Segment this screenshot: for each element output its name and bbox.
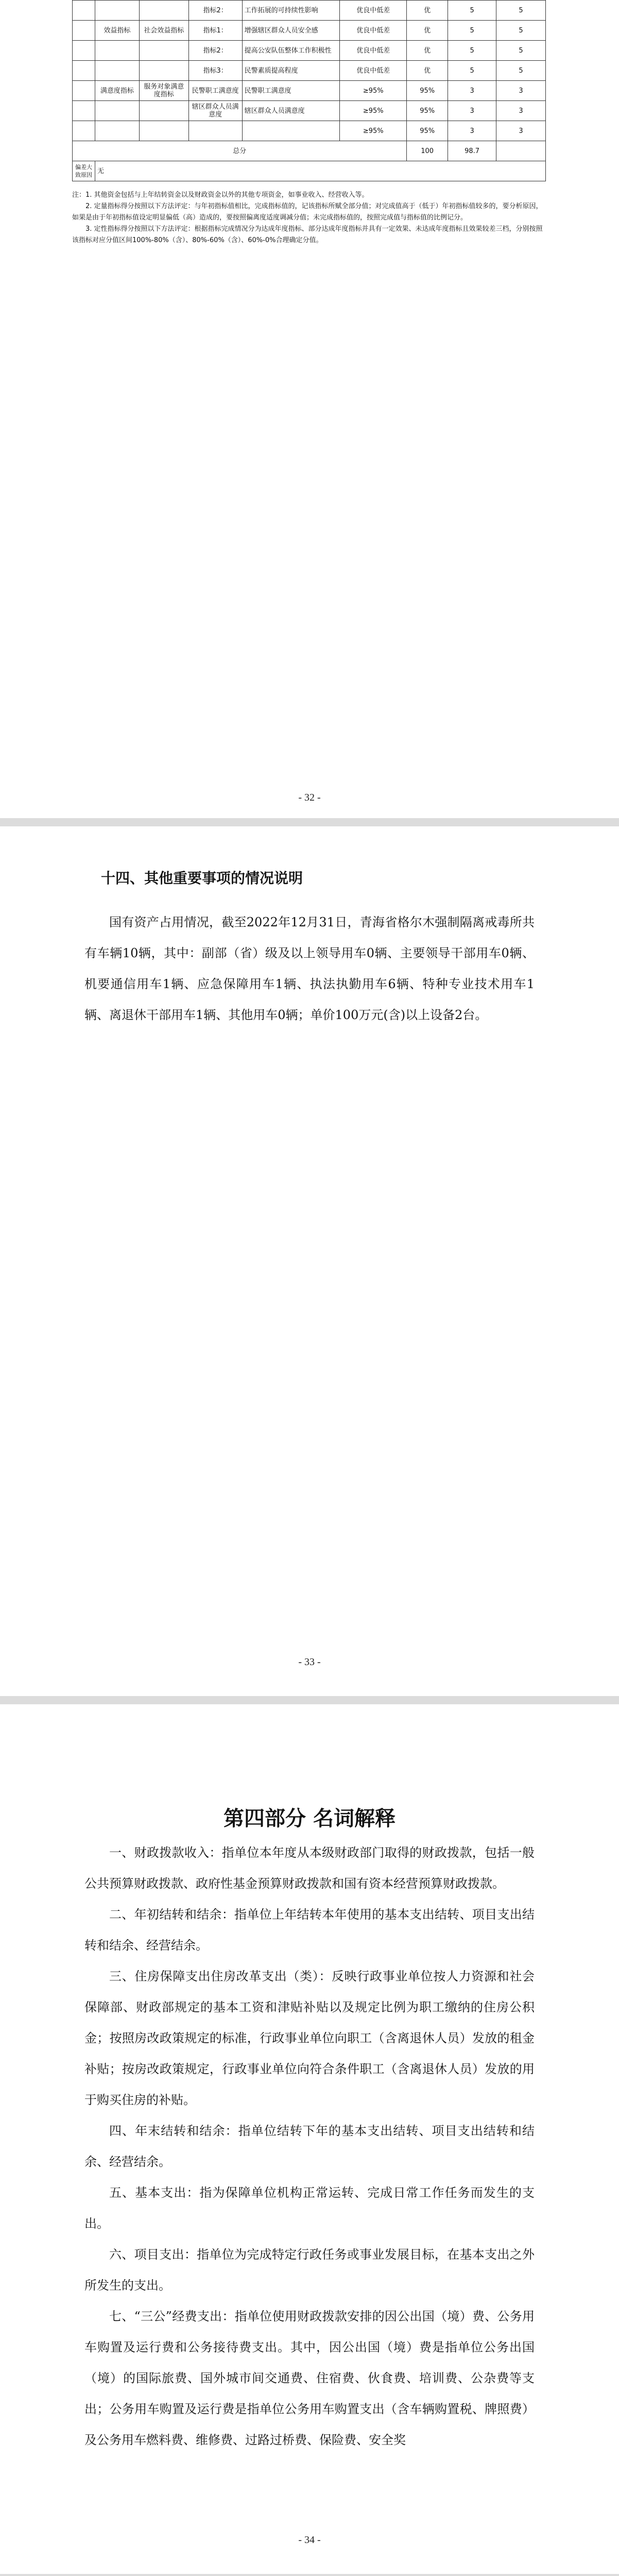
table-cell: 3 <box>496 81 546 101</box>
table-cell: ≥95% <box>340 101 407 121</box>
table-cell <box>95 41 139 61</box>
eval-value: 无 <box>95 161 545 181</box>
table-cell: 辖区群众人员满意度 <box>242 101 340 121</box>
total-value: 98.7 <box>448 141 496 161</box>
table-cell: 指标3： <box>188 61 242 81</box>
table-cell <box>95 1 139 21</box>
table-total-row <box>73 141 546 161</box>
page-34 <box>0 1704 619 2574</box>
table-cell: 3 <box>448 81 496 101</box>
paragraph: 七、“三公”经费支出：指单位使用财政拨款安排的因公出国（境）费、公务用车购置及运行费和公务接待费支出。其中，因公出国（境）费是指单位公务出国（境）的国际旅费、国外城市间交通费、住宿费、伙食费、培训费、公杂费等支出；公务用车购置及运行费是指单位公务用车购置支出（含车辆购置税、牌照费）及公务用车燃料费、维修费、过路过桥费、保险费、安全奖 <box>84 2309 535 2447</box>
paragraph: 一、财政拨款收入：指单位本年度从本级财政部门取得的财政拨款，包括一般公共预算财政拨款、政府性基金预算财政拨款和国有资本经营预算财政拨款。 <box>84 1845 535 1891</box>
table-cell: 5 <box>496 21 546 41</box>
table-cell: 95% <box>407 101 448 121</box>
note: 注：1. 其他资金包括与上年结转资金以及财政资金以外的其他专项资金，如事业收入、经营收入等。 <box>72 191 369 199</box>
table-cell: 提高公安队伍整体工作积极性 <box>242 41 340 61</box>
total-score: 100 <box>407 141 448 161</box>
table-cell: 95% <box>407 121 448 141</box>
table-cell: 5 <box>496 61 546 81</box>
table-cell: 民警职工满意度 <box>242 81 340 101</box>
table-cell: 95% <box>407 81 448 101</box>
table-cell <box>139 1 188 21</box>
note: 3. 定性指标得分按照以下方法评定：根据指标完成情况分为达成年度指标、部分达成年度指标并具有一定效果、未达成年度指标且效果较差三档，分别按照该指标对应分值区间100%-80%（含）、80%-60%（含）、60%-0%合理确定分值。 <box>72 225 543 244</box>
table-cell: 指标2： <box>188 41 242 61</box>
table-cell: 服务对象满意度指标 <box>139 81 188 101</box>
page-number: - 34 - <box>298 2534 321 2546</box>
table-cell: 5 <box>448 61 496 81</box>
table-cell <box>95 121 139 141</box>
table-cell <box>73 61 95 81</box>
table-cell <box>73 81 95 101</box>
table-cell: 优 <box>407 21 448 41</box>
table-cell <box>73 101 95 121</box>
table-cell: 3 <box>448 121 496 141</box>
table-cell: 辖区群众人员满意度 <box>188 101 242 121</box>
table-cell <box>73 1 95 21</box>
table-cell: 优 <box>407 1 448 21</box>
table-cell <box>496 141 546 161</box>
table-cell: 3 <box>448 101 496 121</box>
table-row <box>73 81 546 101</box>
paragraph: 四、年末结转和结余：指单位结转下年的基本支出结转、项目支出结转和结余、经营结余。 <box>84 2124 535 2169</box>
page-number: - 32 - <box>298 792 321 803</box>
table-cell <box>73 41 95 61</box>
table-cell: 指标2： <box>188 1 242 21</box>
section-body <box>84 907 535 1030</box>
table-cell: 优 <box>407 41 448 61</box>
table-cell: 民警素质提高程度 <box>242 61 340 81</box>
table-cell: 优 <box>407 61 448 81</box>
table-cell: ≥95% <box>340 121 407 141</box>
table-cell <box>95 61 139 81</box>
table-notes <box>72 190 546 246</box>
table-cell <box>139 41 188 61</box>
part-heading: 第四部分 名词解释 <box>223 1807 396 1831</box>
table-cell: 5 <box>496 41 546 61</box>
table-cell <box>73 21 95 41</box>
table-cell <box>242 121 340 141</box>
table-row <box>73 121 546 141</box>
table-cell: 优良中低差 <box>340 41 407 61</box>
table-cell: 5 <box>496 1 546 21</box>
paragraph: 五、基本支出：指为保障单位机构正常运转、完成日常工作任务而发生的支出。 <box>84 2185 535 2231</box>
table-cell: 3 <box>496 121 546 141</box>
note: 2. 定量指标得分按照以下方法评定：与年初指标值相比，完成指标值的，记该指标所赋全部分值；对完成值高于（低于）年初指标值较多的，要分析原因，如果是由于年初指标值设定明显偏低（高）造成的，要按照偏离度适度调减分值；未完成指标值的，按照完成值与指标值的比例记分。 <box>72 202 543 222</box>
paragraph: 三、住房保障支出住房改革支出（类）：反映行政事业单位按人力资源和社会保障部、财政部规定的基本工资和津贴补贴以及规定比例为职工缴纳的住房公积金；按照房改政策规定的标准，行政事业单位向职工（含离退休人员）发放的租金补贴；按房改政策规定，行政事业单位向符合条件职工（含离退休人员）发放的用于购买住房的补贴。 <box>84 1969 535 2107</box>
performance-table <box>72 0 546 181</box>
table-cell: 5 <box>448 21 496 41</box>
table-cell: 优良中低差 <box>340 21 407 41</box>
table-cell: 社会效益指标 <box>139 21 188 41</box>
total-label: 总分 <box>73 141 407 161</box>
table-cell: 指标1： <box>188 21 242 41</box>
table-cell <box>73 121 95 141</box>
table-cell <box>188 121 242 141</box>
table-cell: 优良中低差 <box>340 61 407 81</box>
table-row <box>73 1 546 21</box>
page-number: - 33 - <box>298 1656 321 1668</box>
table-cell: 3 <box>496 101 546 121</box>
page-32 <box>0 0 619 818</box>
table-cell <box>95 101 139 121</box>
table-row <box>73 41 546 61</box>
page-33 <box>0 826 619 1696</box>
table-cell: 5 <box>448 41 496 61</box>
glossary-body <box>84 1837 535 2455</box>
table-eval-row <box>73 161 546 181</box>
paragraph: 二、年初结转和结余：指单位上年结转本年使用的基本支出结转、项目支出结转和结余、经营结余。 <box>84 1907 535 1953</box>
table-cell: 民警职工满意度 <box>188 81 242 101</box>
section-heading: 十四、其他重要事项的情况说明 <box>101 870 303 887</box>
table-cell: ≥95% <box>340 81 407 101</box>
table-row <box>73 61 546 81</box>
table-cell: 工作拓展的可持续性影响 <box>242 1 340 21</box>
paragraph: 国有资产占用情况，截至2022年12月31日，青海省格尔木强制隔离戒毒所共有车辆10辆，其中：副部（省）级及以上领导用车0辆、主要领导干部用车0辆、机要通信用车1辆、应急保障用车1辆、执法执勤用车6辆、特种专业技术用车1辆、离退休干部用车1辆、其他用车0辆；单价100万元(含)以上设备2台。 <box>84 915 535 1022</box>
paragraph: 六、项目支出：指单位为完成特定行政任务或事业发展目标，在基本支出之外所发生的支出。 <box>84 2247 535 2293</box>
table-row <box>73 21 546 41</box>
table-cell <box>139 101 188 121</box>
table-cell <box>139 121 188 141</box>
table-cell <box>139 61 188 81</box>
eval-label: 偏差大致原因 <box>73 161 95 181</box>
table-cell: 5 <box>448 1 496 21</box>
table-cell: 满意度指标 <box>95 81 139 101</box>
table-cell: 增强辖区群众人员安全感 <box>242 21 340 41</box>
table-cell: 效益指标 <box>95 21 139 41</box>
table-cell: 优良中低差 <box>340 1 407 21</box>
table-row <box>73 101 546 121</box>
